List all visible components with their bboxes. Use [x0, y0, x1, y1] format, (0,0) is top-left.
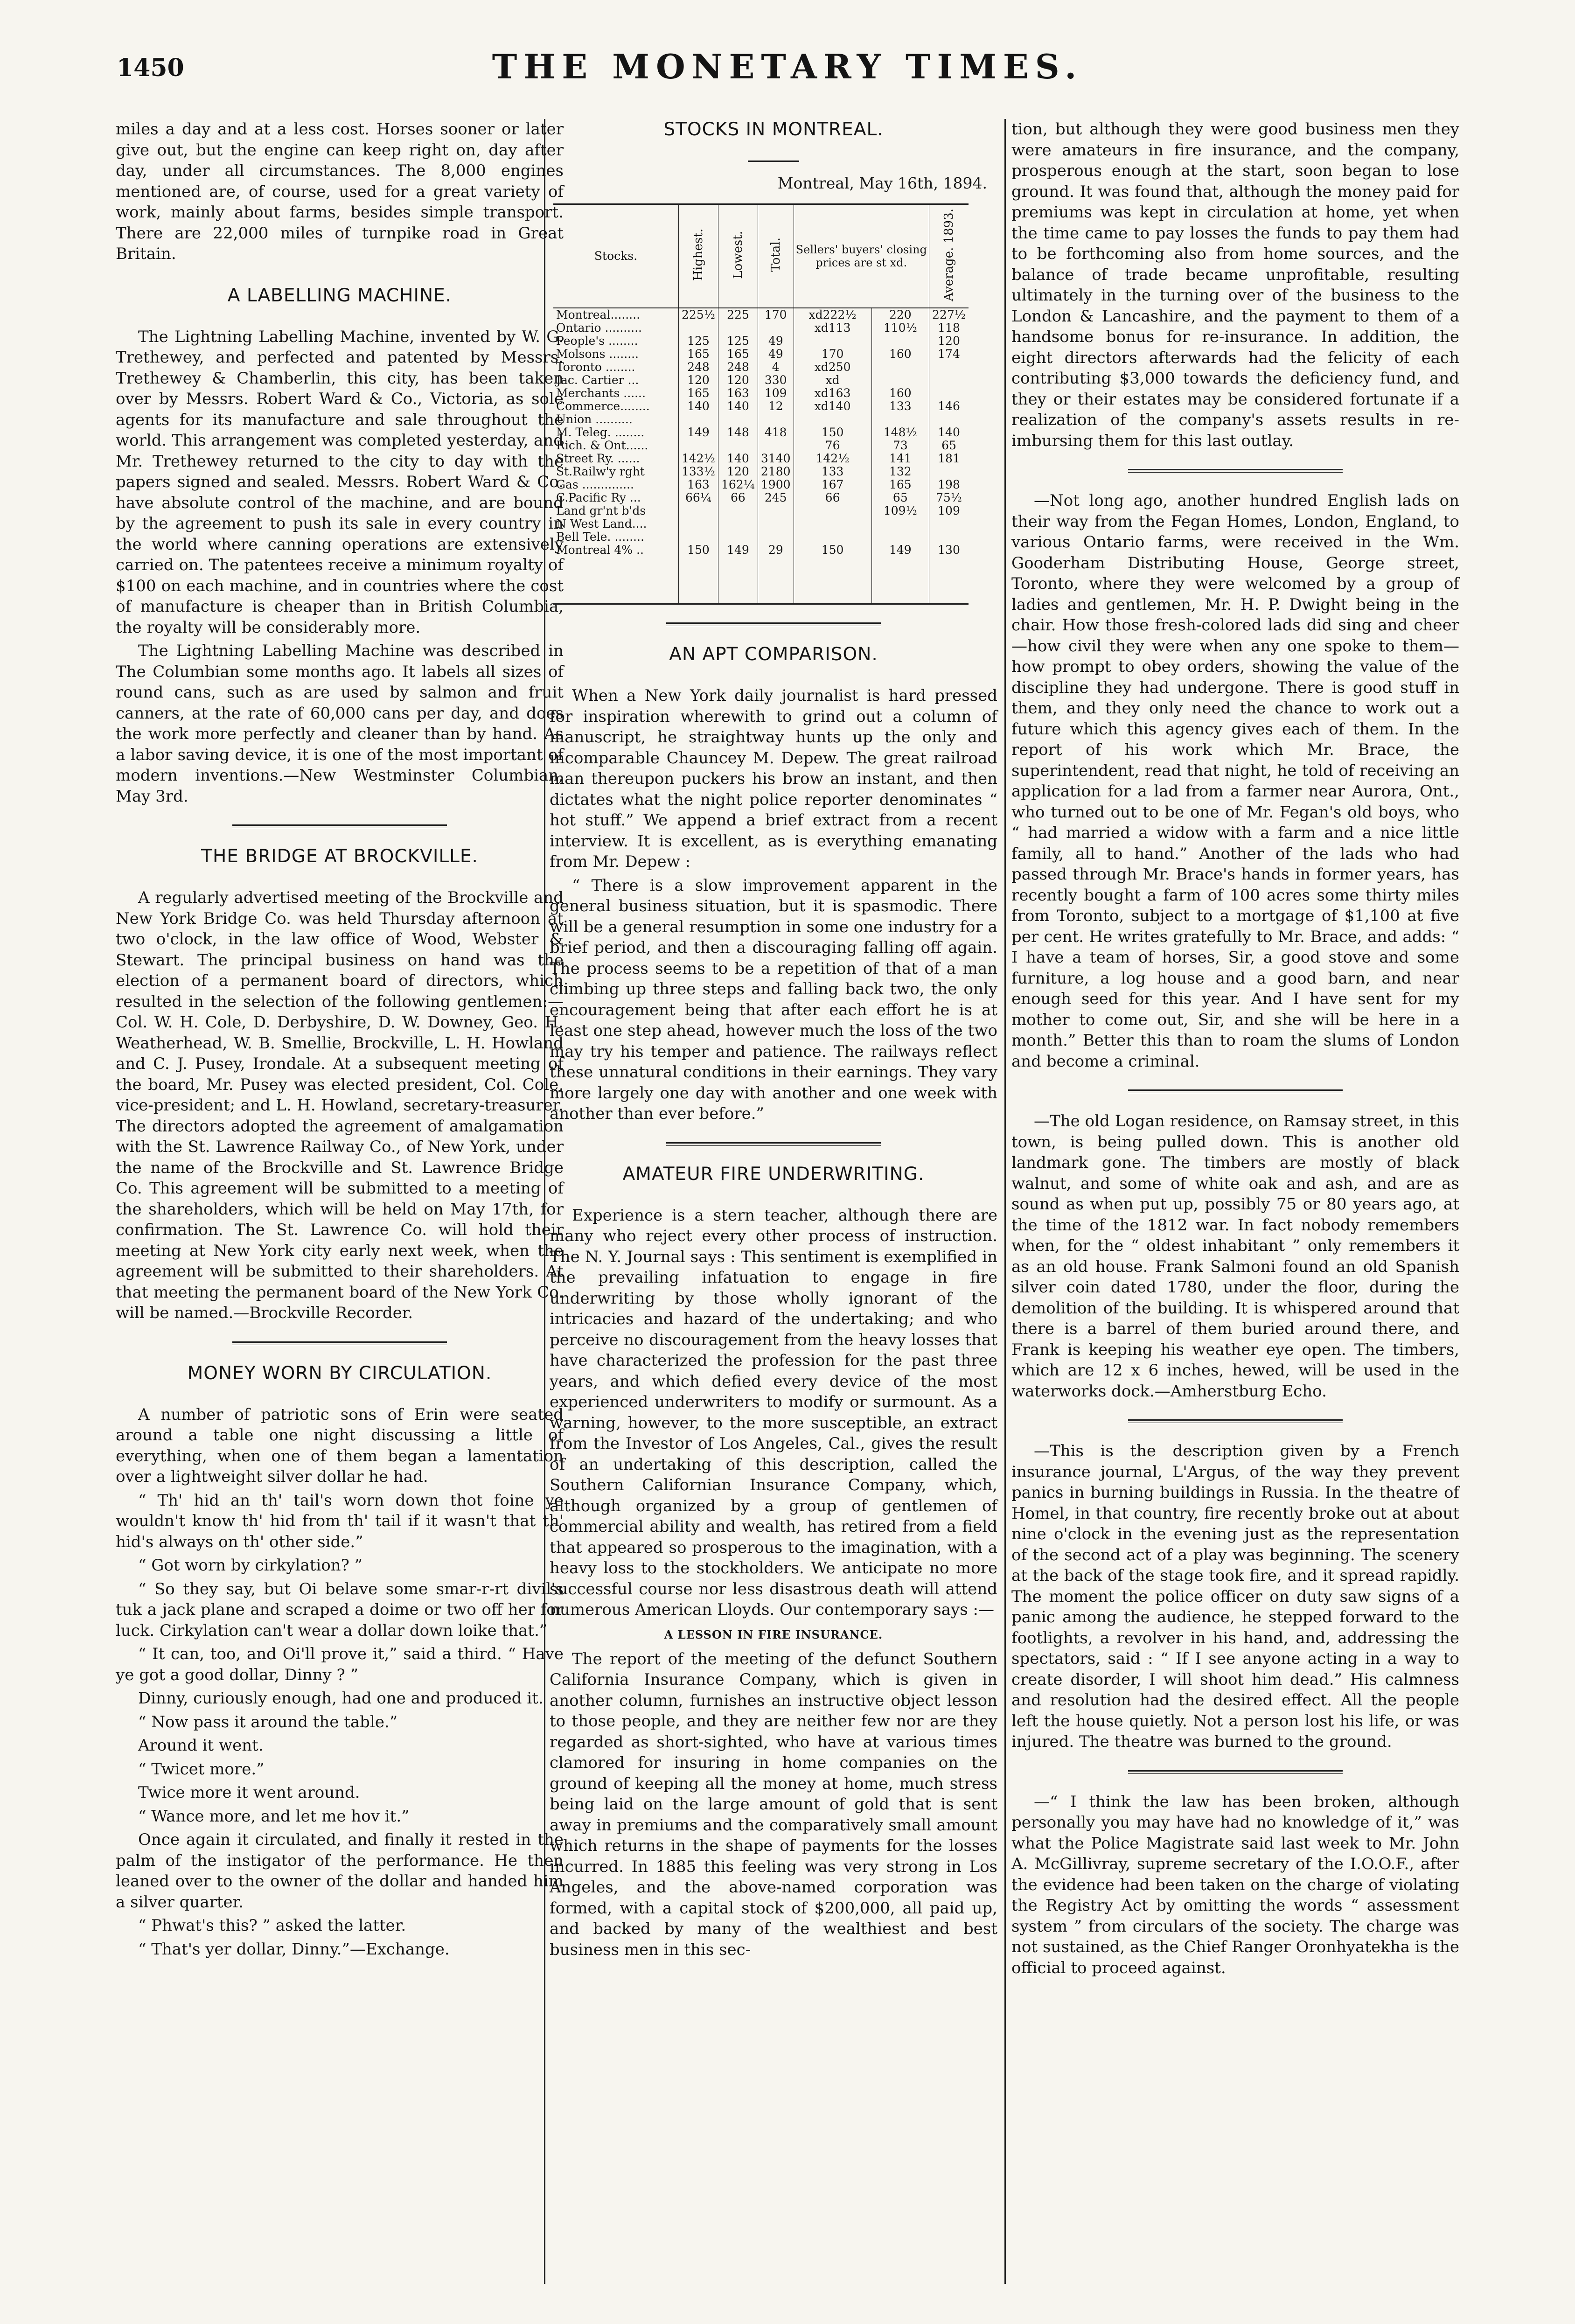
table-cell [758, 321, 794, 335]
table-cell: 118 [929, 321, 969, 335]
table-cell: C.Pacific Ry ... [556, 491, 641, 504]
table-cell [679, 517, 718, 530]
table-cell: 225½ [679, 308, 718, 321]
table-cell [871, 517, 929, 530]
table-cell: 2180 [758, 465, 794, 478]
table-cell: 146 [929, 400, 969, 413]
table-cell: 165 [679, 348, 718, 361]
article-text: “ So they say, but Oi belave some smar-r-rt divil's tuk a jack plane and scraped a doime or two off her for luck. Cirkylation can't wear a dollar down loike that.” [116, 1579, 564, 1640]
table-cell: St.Railw'y rght [556, 465, 645, 478]
table-cell: 248 [718, 361, 758, 374]
table-cell: 120 [718, 374, 758, 387]
table-cell: 130 [929, 544, 969, 604]
table-cell: 125 [679, 335, 718, 348]
table-cell: 49 [758, 335, 794, 348]
table-row [553, 478, 969, 491]
table-cell: 76 [794, 439, 871, 452]
article-text: —Not long ago, another hundred English lads on their way from the Fegan Homes, London, England, to various Ontario farms, were received in the Wm. Gooderham Distributing House, George street, Toronto, where they were welcomed by a group of ladies and gentlemen, Mr. H. P. Dwight being in the chair. How those fresh-colored lads did sing and cheer—how civil they were when any one spoke to them—how prompt to obey orders, showing the value of the discipline they had undergone. There is good stuff in them, and they only need the chance to work out a future which this agency gives each of them. In the report of his work which Mr. Brace, the superintendent, read that night, he told of receiving an application for a lad from a farmer near Aurora, Ont., who turned out to be one of Mr. Fegan's old boys, who “ had married a widow with a farm and a nice little family, all to hand.” Another of the lads who had passed through Mr. Brace's hands in former years, has recently bought a farm of 100 acres some thirty miles from Toronto, subject to a mortgage of $1,100 at five per cent. He writes gratefully to Mr. Brace, and adds: “ I have a team of horses, Sir, a good stove and some furniture, a log house and a good barn, and near enough seed for this year. And I have sent for my mother to come out, Sir, and she will be here in a month.” Better this than to roam the slums of London and become a criminal. [1011, 491, 1459, 1071]
table-cell [679, 413, 718, 426]
table-row [553, 374, 969, 387]
table-cell: 150 [679, 544, 718, 604]
headline-bridge-brockville: THE BRIDGE AT BROCKVILLE. [201, 846, 478, 867]
table-cell [871, 374, 929, 387]
table-cell: 110½ [871, 321, 929, 335]
section-rule [1128, 469, 1343, 473]
table-cell: Molsons ........ [556, 347, 639, 361]
table-cell [758, 530, 794, 544]
table-cell: 330 [758, 374, 794, 387]
section-rule [1128, 1089, 1343, 1093]
article-text: —The old Logan residence, on Ramsay street, in this town, is being pulled down. This is another old landmark gone. The timbers are mostly of black walnut, and some of white oak and ash, and are as sound as when put up, possibly 75 or 80 years ago, at the time of the 1812 war. In fact nobody remembers when, for the “ oldest inhabitant ” only remembers it as an old house. Frank Salmoni found an old Spanish silver coin dated 1780, under the floor, during the demolition of the building. It is whispered around that there is a barrel of them buried around there, and Frank is keeping his weather eye open. The timbers, which are 12 x 6 inches, hewed, will be used in the waterworks dock.—Amherstburg Echo. [1011, 1112, 1459, 1401]
table-cell: 174 [929, 348, 969, 361]
table-cell [929, 374, 969, 387]
table-cell: 120 [718, 465, 758, 478]
table-cell: 170 [758, 308, 794, 321]
stocks-table [553, 203, 969, 605]
table-cell: 133 [794, 465, 871, 478]
headline-labelling-machine: A LABELLING MACHINE. [227, 285, 452, 306]
table-cell [758, 413, 794, 426]
article-text: “ There is a slow improvement apparent in the general business situation, but it is spasmodic. There will be a general resumption in some one industry for a brief period, and then a discouraging falling off again. The process seems to be a repetition of that of a man climbing up three steps and falling back two, the only encouragement being that after each effort he is at least one step ahead, however much the loss of the two may try his temper and patience. The railways reflect these unnatural conditions in their earnings. They vary more largely one day with another and one week with another than ever before.” [550, 876, 997, 1123]
article-text: “ It can, too, and Oi'll prove it,” said a third. “ Have ye got a good dollar, Dinny ? ” [116, 1645, 564, 1684]
table-cell [929, 530, 969, 544]
table-cell: 162¼ [718, 478, 758, 491]
table-cell: Montreal........ [556, 308, 641, 321]
table-cell: 73 [871, 439, 929, 452]
table-cell: Jac. Cartier ... [556, 373, 639, 387]
table-cell [794, 504, 871, 517]
table-cell [929, 387, 969, 400]
section-rule [1128, 1770, 1343, 1774]
table-cell: 165 [679, 387, 718, 400]
table-cell: 1900 [758, 478, 794, 491]
table-row [553, 491, 969, 504]
table-cell: Toronto ........ [556, 360, 635, 374]
article-text: Experience is a stern teacher, although there are many who reject every other process of instruction. The N. Y. Journal says : This sentiment is exemplified in the prevailing infatuation to engage in fire underwriting by those wholly ignorant of the intricacies and hazard of the undertaking; and who perceive no discouragement from the heavy losses that have characterized the profession for the past three years, and which defied every device of the most experienced underwriters to modify or surmount. As a warning, however, to the more susceptible, an extract from the Investor of Los Angeles, Cal., gives the result of an undertaking of this description, called the Southern Californian Insurance Company, which, although organized by a group of gentlemen of commercial ability and wealth, has retired from a field that appeared so prosperous to the imagination, with a heavy loss to the stockholders. We anticipate no more successful course nor less disastrous death will attend numerous American Lloyds. Our contemporary says :— [550, 1206, 997, 1619]
table-row [553, 308, 969, 321]
article-text: —This is the description given by a French insurance journal, L'Argus, of the way they prevent panics in burning buildings in Russia. In the theatre of Homel, in that country, fire recently broke out at about nine o'clock in the evening just as the representation of the second act of a play was beginning. The scenery at the back of the stage took fire, and it spread rapidly. The moment the police officer on duty saw signs of a panic among the audience, he stepped forward to the footlights, a revolver in his hand, and, addressing the spectators, said : “ If I see anyone acting in a way to create disorder, I will shoot him dead.” His calmness and resolution had the desired effect. All the people left the house quietly. Not a person lost his life, or was injured. The theatre was burned to the ground. [1011, 1442, 1459, 1751]
table-row [553, 335, 969, 348]
section-rule [666, 622, 881, 626]
table-cell: M. Teleg. ........ [556, 426, 645, 439]
table-cell: 149 [871, 544, 929, 604]
article-text: “ Th' hid an th' tail's worn down thot foine ye wouldn't know th' hid from th' tail if it wasn't that th' hid's always on th' other side.” [116, 1491, 564, 1551]
table-cell: xd [794, 374, 871, 387]
article-text: When a New York daily journalist is hard pressed for inspiration wherewith to grind out a column of manuscript, he straightway hunts up the only and incomparable Chauncey M. Depew. The great railroad man thereupon puckers his brow an instant, and then dictates what the night police reporter denominates “ hot stuff.” We append a brief extract from a recent interview. It is excellent, as is everything emanating from Mr. Depew : [550, 686, 997, 871]
table-row [553, 400, 969, 413]
article-text: The Lightning Labelling Machine, invented by W. G. Trethewey, and perfected and patented by Messrs. Trethewey & Chamberlin, this city, has been taken over by Messrs. Robert Ward & Co., Victoria, as sole agents for its manufacture and sale throughout the world. This arrangement was completed yesterday, and Mr. Trethewey returned to the city to day with the papers signed and sealed. Messrs. Robert Ward & Co. have absolute control of the machine, and are bound by the agreement to push its sale in every country in the world where canning operations are extensively carried on. The patentees receive a minimum royalty of $100 on each machine, and in countries where the cost of manufacture is cheaper than in British Columbia, the royalty will be considerably more. [116, 327, 564, 637]
article-text: tion, but although they were good business men they were amateurs in fire insurance, and the company, prosperous enough at the start, soon began to lose ground. It was found that, although the money paid for premiums was kept in circulation at home, yet when the time came to pay losses the funds to pay them had to be forthcoming also from home sources, and the balance of trade became unprofitable, resulting ultimately in the turning over of the business to the London & Lancashire, and the payment to them of a handsome bonus for re-insurance. In addition, the eight directors afterwards had the felicity of each contributing $3,000 towards the deficiency fund, and they or their estates may be considered fortunate if a realization of the company's assets results in re-imbursing them for this last outlay. [1011, 120, 1459, 450]
table-cell: xd113 [794, 321, 871, 335]
table-cell: 66 [794, 491, 871, 504]
article-text: A regularly advertised meeting of the Brockville and New York Bridge Co. was held Thursday afternoon at two o'clock, in the law office of Wood, Webster & Stewart. The principal business on hand was the election of a permanent board of directors, which resulted in the selection of the following gentlemen:—Col. W. H. Cole, D. Derbyshire, D. W. Downey, Geo. H. Weatherhead, W. B. Smellie, Brockville, L. H. Howland and C. J. Pusey, Irondale. At a subsequent meeting of the board, Mr. Pusey was elected president, Col. Cole, vice-president; and L. H. Howland, secretary-treasurer. The directors adopted the agreement of amalgamation with the St. Lawrence Railway Co., of New York, under the name of the Brockville and St. Lawrence Bridge Co. This agreement will be submitted to a meeting of the shareholders, which will be held on May 17th, for confirmation. The St. Lawrence Co. will hold their meeting at New York city early next week, when the agreement will be submitted to their shareholders. At that meeting the permanent board of the New York Co. will be named.—Brockville Recorder. [116, 888, 564, 1322]
table-row [553, 452, 969, 465]
section-rule [232, 824, 447, 828]
table-cell: Gas .............. [556, 478, 634, 491]
table-row [553, 439, 969, 452]
table-cell: 150 [794, 544, 871, 604]
table-cell [718, 413, 758, 426]
table-cell: 125 [718, 335, 758, 348]
subheading-lesson: A LESSON IN FIRE INSURANCE. [664, 1627, 883, 1641]
table-cell [718, 530, 758, 544]
table-cell: 165 [871, 478, 929, 491]
article-text: Once again it circulated, and finally it rested in the palm of the instigator of the performance. He then leaned over to the owner of the dollar and handed him a silver quarter. [116, 1830, 564, 1912]
table-cell: Street Ry. ...... [556, 452, 640, 465]
table-cell: 248 [679, 361, 718, 374]
article-text: The Lightning Labelling Machine was described in The Columbian some months ago. It labels all sizes of round cans, such as are used by salmon and fruit canners, at the rate of 60,000 cans per day, and does the work more perfectly and cleaner than by hand. As a labor saving device, it is one of the most important of modern inventions.—New Westminster Columbian, May 3rd. [116, 642, 564, 806]
table-cell: Rich. & Ont...... [556, 439, 648, 452]
article-text: The report of the meeting of the defunct Southern California Insurance Company, which is given in another column, furnishes an instructive object lesson to those people, and they are neither few nor are they regarded as short-sighted, who have at various times clamored for insuring in home companies on the ground of keeping all the money at home, much stress being laid on the large amount of gold that is sent away in premiums and the comparatively small amount which returns in the shape of payments for the losses incurred. In 1885 this feeling was very strong in Los Angeles, and the above-named corporation was formed, with a capital stock of $200,000, all paid up, and backed by many of the wealthiest and best business men in this sec- [550, 1649, 997, 1959]
page-number: 1450 [117, 54, 184, 82]
table-cell: 181 [929, 452, 969, 465]
table-cell: 120 [929, 335, 969, 348]
table-cell [679, 504, 718, 517]
table-cell: 65 [871, 491, 929, 504]
table-row [553, 544, 969, 604]
table-cell: 140 [718, 400, 758, 413]
table-row [553, 348, 969, 361]
table-cell [871, 413, 929, 426]
table-cell: 66 [718, 491, 758, 504]
table-cell: 170 [794, 348, 871, 361]
section-rule [232, 1341, 447, 1345]
table-cell [871, 335, 929, 348]
table-row [553, 321, 969, 335]
table-cell: 66¼ [679, 491, 718, 504]
table-cell: 220 [871, 308, 929, 321]
article-text: Dinny, curiously enough, had one and produced it. [138, 1689, 544, 1708]
table-row [553, 361, 969, 374]
table-cell: xd222½ [794, 308, 871, 321]
table-cell [794, 530, 871, 544]
table-cell [679, 530, 718, 544]
table-cell [718, 517, 758, 530]
table-cell: 150 [794, 426, 871, 439]
header-sellers-buyers: Sellers' buyers' closing prices are st xd. [794, 204, 929, 308]
header-lowest: Lowest. [718, 204, 758, 308]
header-total: Total. [758, 204, 794, 308]
headline-stocks-montreal: STOCKS IN MONTREAL. [663, 119, 884, 140]
article-text: “ That's yer dollar, Dinny.”—Exchange. [138, 1940, 450, 1959]
table-cell: 75½ [929, 491, 969, 504]
table-cell: 163 [679, 478, 718, 491]
stocks-dateline: Montreal, May 16th, 1894. [777, 174, 987, 192]
table-cell [794, 335, 871, 348]
table-cell: 133½ [679, 465, 718, 478]
section-rule [1128, 1419, 1343, 1423]
table-cell [929, 465, 969, 478]
section-rule [666, 1142, 881, 1146]
headline-apt-comparison: AN APT COMPARISON. [669, 644, 878, 665]
article-text: “ Got worn by cirkylation? ” [138, 1556, 363, 1575]
table-cell: 142½ [679, 452, 718, 465]
table-cell: Ontario .......... [556, 321, 642, 335]
table-row [553, 530, 969, 544]
table-cell: 245 [758, 491, 794, 504]
table-row [553, 426, 969, 439]
table-cell [679, 439, 718, 452]
headline-amateur-fire: AMATEUR FIRE UNDERWRITING. [622, 1163, 925, 1185]
article-text: “ Now pass it around the table.” [138, 1712, 398, 1731]
table-row [553, 517, 969, 530]
table-cell: 148½ [871, 426, 929, 439]
table-cell: 109 [758, 387, 794, 400]
table-cell: 227½ [929, 308, 969, 321]
table-cell: xd140 [794, 400, 871, 413]
table-cell: 140 [929, 426, 969, 439]
table-cell: 167 [794, 478, 871, 491]
table-cell: 141 [871, 452, 929, 465]
short-rule [748, 161, 799, 162]
column-rule [1004, 119, 1006, 2284]
table-cell [929, 361, 969, 374]
table-cell [718, 321, 758, 335]
table-cell: 120 [679, 374, 718, 387]
article-text: “ Wance more, and let me hov it.” [138, 1807, 410, 1826]
article-text: A number of patriotic sons of Erin were seated around a table one night discussing a little of everything, when one of them began a lamentation over a lightweight silver dollar he had. [116, 1405, 564, 1486]
table-cell: N West Land.... [556, 517, 647, 530]
table-cell: 109 [929, 504, 969, 517]
article-text: —“ I think the law has been broken, although personally you may have had no knowledge of it,” was what the Police Magistrate said last week to Mr. John A. McGillivray, supreme secretary of the I.O.O.F., after the evidence had been taken on the charge of violating the Registry Act by omitting the words “ assessment system ” from circulars of the society. The charge was not sustained, as the Chief Ranger Oronhyatekha is the official to proceed against. [1011, 1792, 1459, 1977]
table-cell: 140 [679, 400, 718, 413]
table-cell: Bell Tele. ........ [556, 530, 644, 544]
table-cell: 12 [758, 400, 794, 413]
table-cell [758, 517, 794, 530]
article-text: “ Twicet more.” [138, 1759, 265, 1779]
table-row [553, 413, 969, 426]
table-cell: Commerce........ [556, 399, 650, 413]
table-row [553, 504, 969, 517]
table-cell: 133 [871, 400, 929, 413]
table-cell: Land gr'nt b'ds [556, 504, 646, 517]
headline-money-worn: MONEY WORN BY CIRCULATION. [187, 1362, 492, 1384]
table-cell [718, 504, 758, 517]
table-cell: 4 [758, 361, 794, 374]
table-cell: 109½ [871, 504, 929, 517]
table-cell: 418 [758, 426, 794, 439]
article-text: Twice more it went around. [138, 1783, 360, 1802]
table-cell: 163 [718, 387, 758, 400]
stocks-table-header [553, 204, 969, 308]
header-highest: Highest. [679, 204, 718, 308]
table-cell: 165 [718, 348, 758, 361]
table-cell: Montreal 4% .. [553, 544, 679, 604]
article-text: Around it went. [138, 1736, 264, 1755]
header-stocks: Stocks. [553, 204, 679, 308]
column-right [1011, 119, 1459, 1981]
table-cell [758, 504, 794, 517]
table-cell: 149 [718, 544, 758, 604]
table-cell: xd250 [794, 361, 871, 374]
table-cell: 65 [929, 439, 969, 452]
table-cell: 49 [758, 348, 794, 361]
column-left [116, 119, 564, 1962]
table-cell: 198 [929, 478, 969, 491]
table-cell [871, 530, 929, 544]
masthead: THE MONETARY TIMES. [492, 47, 1083, 86]
table-cell [679, 321, 718, 335]
table-cell [929, 413, 969, 426]
table-cell: xd163 [794, 387, 871, 400]
table-cell [871, 361, 929, 374]
table-cell: 142½ [794, 452, 871, 465]
table-cell: 225 [718, 308, 758, 321]
table-cell: 148 [718, 426, 758, 439]
column-middle [550, 119, 997, 1963]
article-text: miles a day and at a less cost. Horses sooner or later give out, but the engine can keep right on, day after day, under all circumstances. The 8,000 engines mentioned are, of course, used for a great variety of work, mainly about farms, besides simple transport. There are 22,000 miles of turnpike road in Great Britain. [116, 120, 564, 263]
table-cell [718, 439, 758, 452]
table-cell: 3140 [758, 452, 794, 465]
table-cell [758, 439, 794, 452]
table-cell: Merchants ...... [556, 386, 646, 400]
article-text: “ Phwat's this? ” asked the latter. [138, 1916, 406, 1935]
header-average: Average. 1893. [929, 204, 969, 308]
table-cell: 140 [718, 452, 758, 465]
table-cell: Union .......... [556, 412, 633, 426]
table-cell: 29 [758, 544, 794, 604]
table-cell [929, 517, 969, 530]
table-cell: 132 [871, 465, 929, 478]
table-cell [794, 517, 871, 530]
table-cell: 160 [871, 348, 929, 361]
table-cell: People's ........ [556, 334, 638, 348]
table-cell: 149 [679, 426, 718, 439]
table-cell [794, 413, 871, 426]
table-row [553, 465, 969, 478]
table-cell: 160 [871, 387, 929, 400]
table-row [553, 387, 969, 400]
